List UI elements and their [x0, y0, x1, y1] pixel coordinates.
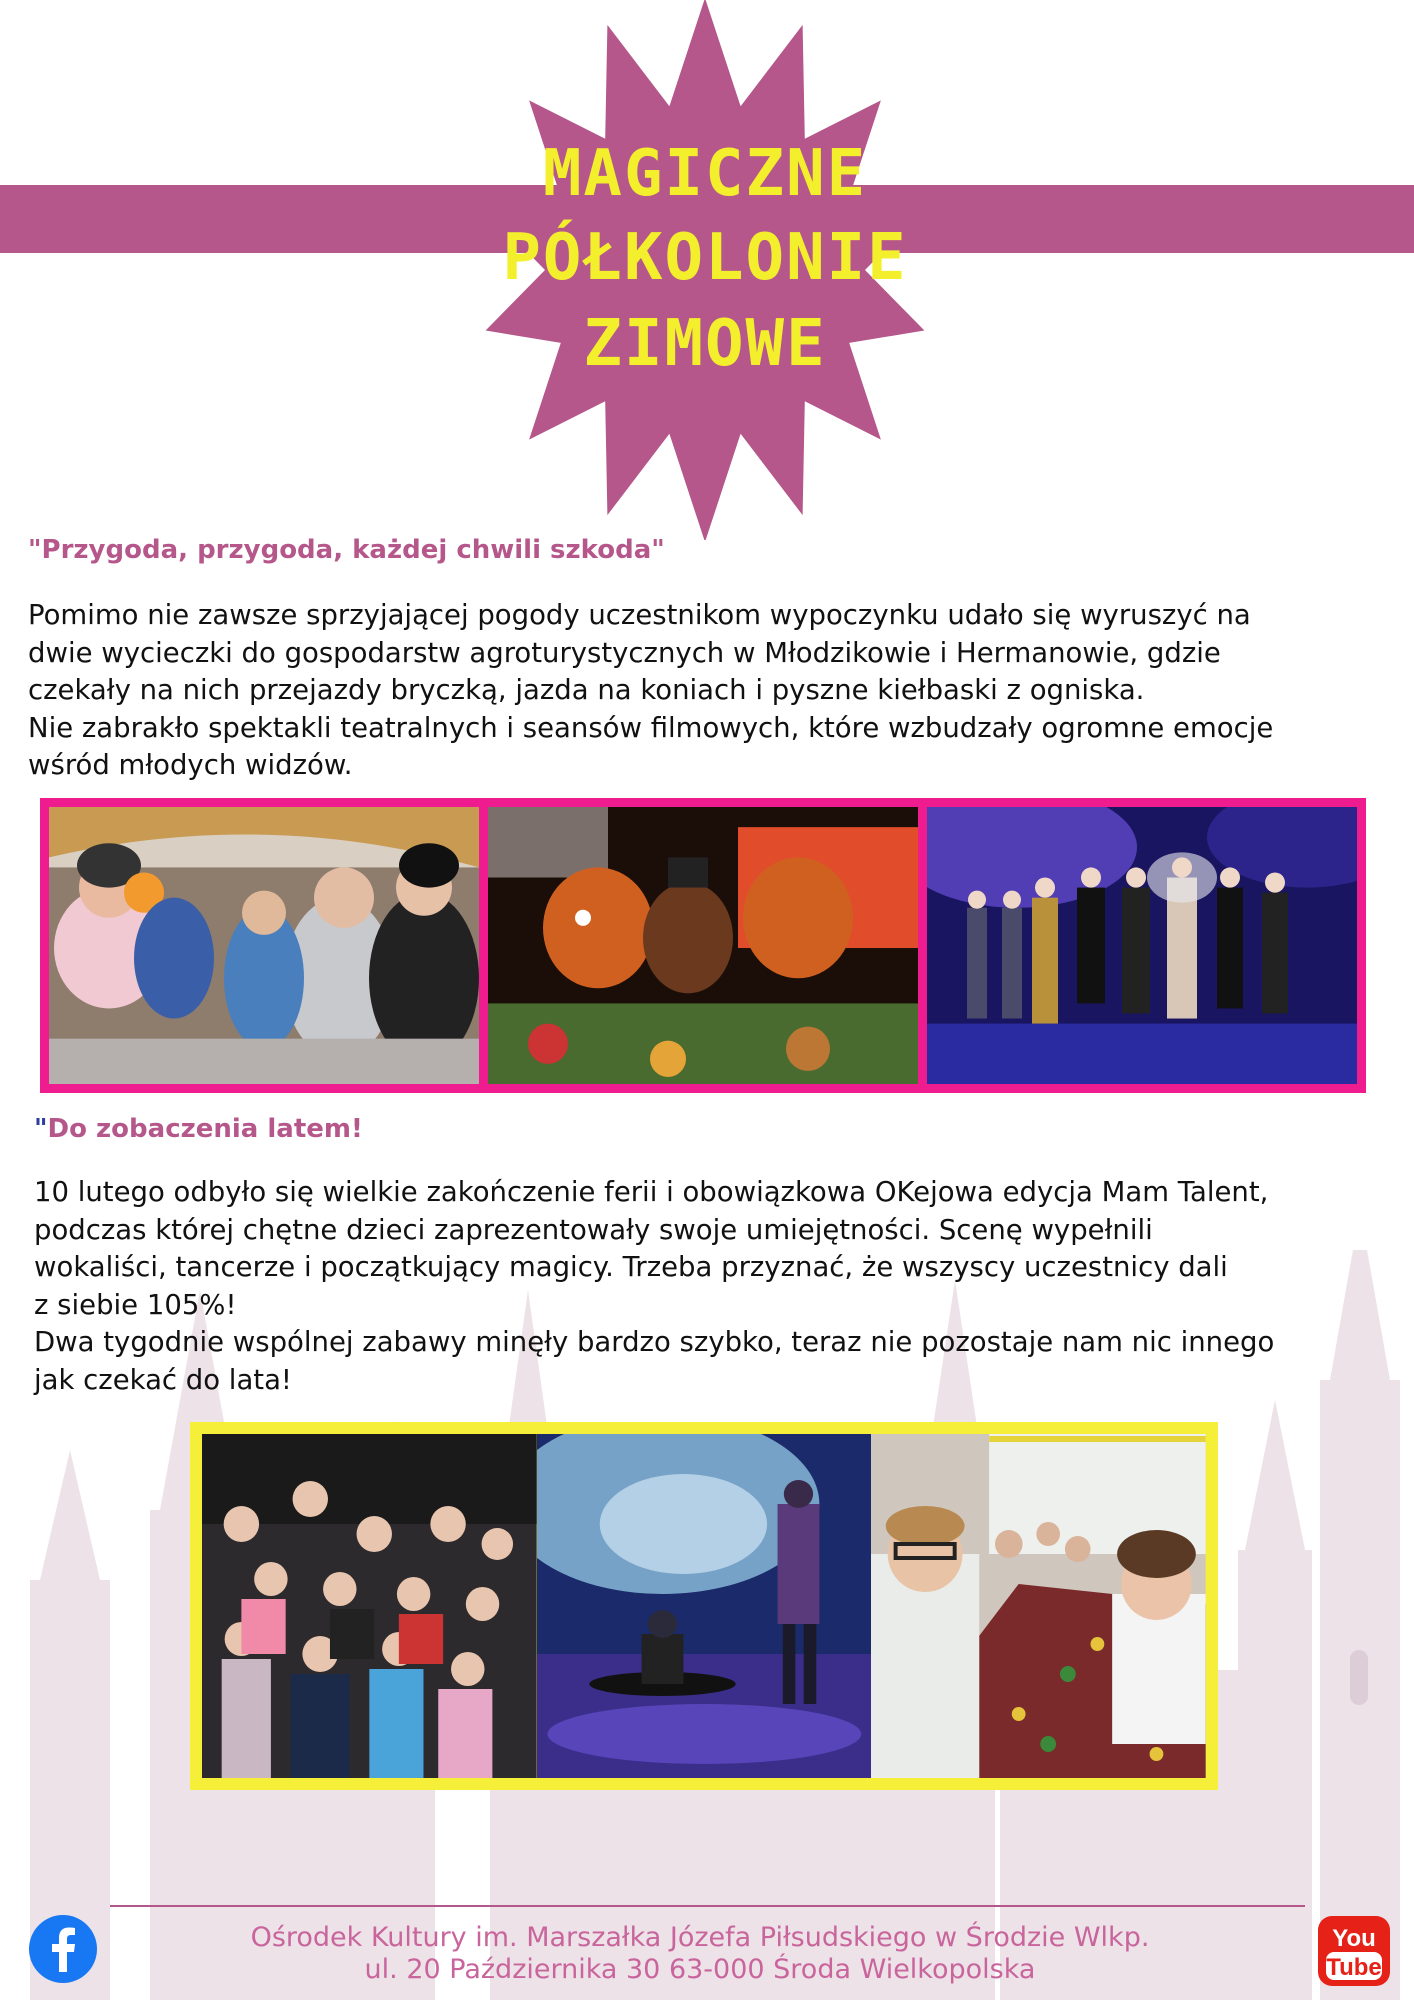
section1-line: czekały na nich przejazdy bryczką, jazda na koniach i pyszne kiełbaski z ogniska. [28, 674, 1145, 706]
youtube-label-top: You [1332, 1925, 1376, 1952]
section1-paragraph [28, 597, 1408, 785]
photo-stage-performance [927, 807, 1357, 1084]
photo-group-children [202, 1434, 537, 1778]
footer-divider [110, 1905, 1305, 1907]
section1-line: dwie wycieczki do gospodarstw agroturystycznych w Młodzikowie i Hermanowie, gdzie [28, 636, 1221, 669]
footer-street: ul. 20 Października 30 63-000 Środa Wielkopolska [364, 1954, 1036, 1985]
section1-line: Pomimo nie zawsze sprzyjającej pogody uczestnikom wypoczynku udało się wyruszyć na [28, 599, 1251, 631]
title-line-1: MAGICZNE [542, 137, 868, 211]
footer-organization: Ośrodek Kultury im. Marszałka Józefa Piłsudskiego w Środzie Wlkp. [250, 1922, 1150, 1953]
section1-line: Nie zabrakło spektakli teatralnych i seansów filmowych, które wzbudzały ogromne emocje [28, 711, 1274, 744]
section1-heading: "Przygoda, przygoda, każdej chwili szkoda" [28, 535, 665, 565]
title-line-3: ZIMOWE [583, 307, 827, 381]
photo-puppet-show [488, 807, 918, 1084]
photo-wagon-ride [49, 807, 479, 1084]
section1-line: wśród młodych widzów. [28, 749, 353, 781]
section2-heading-quote: " [34, 1114, 48, 1144]
youtube-icon[interactable] [1318, 1916, 1390, 1986]
section2-heading [34, 1114, 363, 1144]
photo-table-games [871, 1434, 1206, 1778]
photo-strip-2 [190, 1422, 1218, 1790]
section2-line: wokaliści, tancerze i początkujący magicy. Trzeba przyznać, że wszyscy uczestnicy dali [34, 1251, 1228, 1283]
section2-heading-text: Do zobaczenia latem! [47, 1114, 363, 1144]
photo-strip-1 [40, 798, 1366, 1093]
photo-dance-stage [537, 1434, 872, 1778]
section2-line: z siebie 105%! [34, 1288, 237, 1321]
youtube-label-bottom: Tube [1326, 1954, 1382, 1981]
title-line-2: PÓŁKOLONIE [502, 221, 908, 295]
section2-line: jak czekać do lata! [34, 1363, 292, 1396]
section2-paragraph [34, 1174, 1409, 1399]
section2-line: podczas której chętne dzieci zaprezentowały swoje umiejętności. Scenę wypełnili [34, 1213, 1153, 1246]
section2-line: 10 lutego odbyło się wielkie zakończenie ferii i obowiązkowa OKejowa edycja Mam Talent, [34, 1176, 1269, 1208]
footer-address [120, 1922, 1280, 1986]
facebook-icon[interactable] [28, 1914, 98, 1984]
section2-line: Dwa tygodnie wspólnej zabawy minęły bardzo szybko, teraz nie pozostaje nam nic innego [34, 1326, 1275, 1358]
